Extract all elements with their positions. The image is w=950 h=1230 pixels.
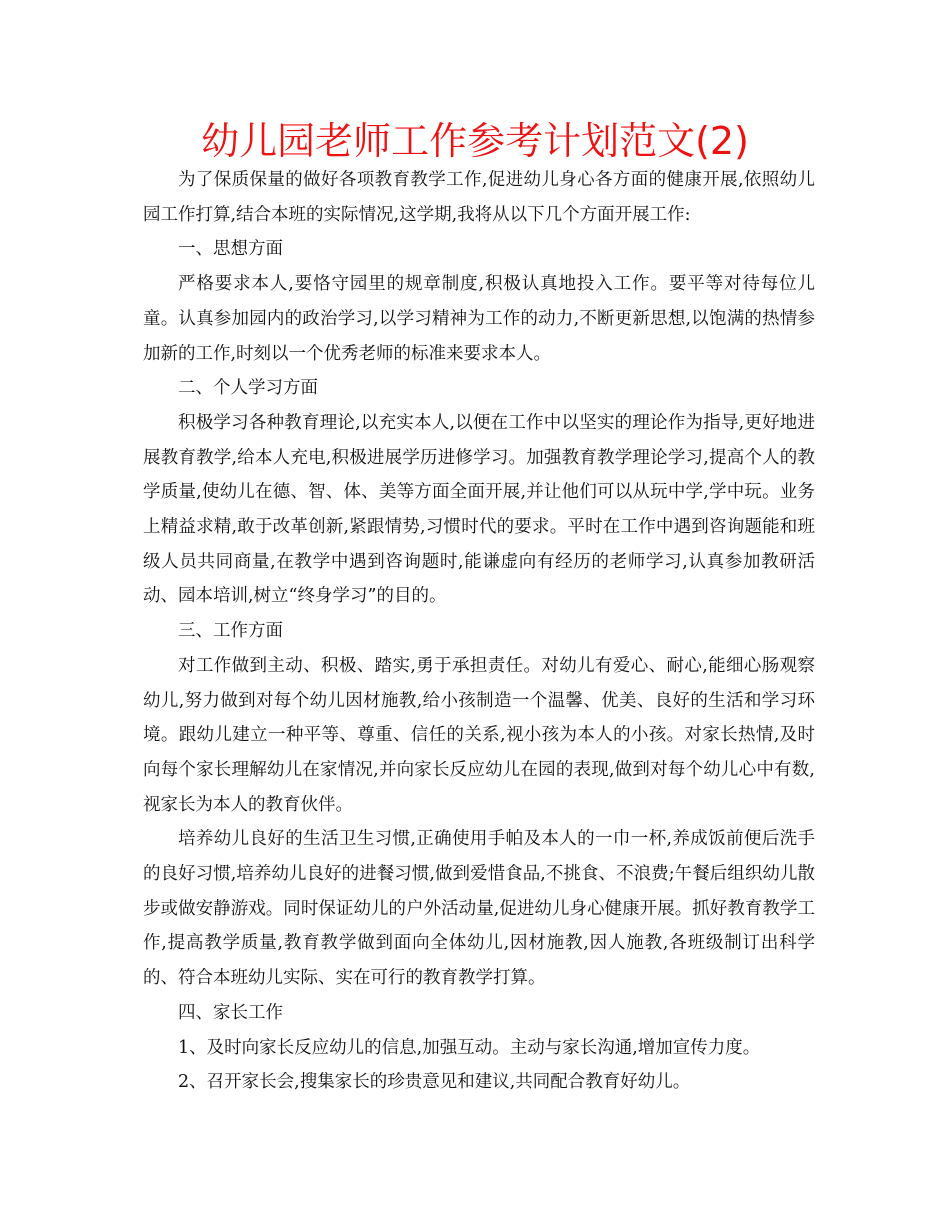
document-body xyxy=(143,163,815,1100)
study-paragraph: 积极学习各种教育理论,以充实本人,以便在工作中以坚实的理论作为指导,更好地进展教育教学,给本人充电,积极进展学历进修学习。加强教育教学理论学习,提高个人的教学质量,使幼儿在德、智、体、美等方面全面开展,并让他们可以从玩中学,学中玩。业务上精益求精,敢于改革创新,紧跟情势,习惯时代的要求。平时在工作中遇到咨询题能和班级人员共同商量,在教学中遇到咨询题时,能谦虚向有经历的老师学习,认真参加教研活动、园本培训,树立“终身学习”的目的。 xyxy=(143,412,815,607)
thought-paragraph: 严格要求本人,要恪守园里的规章制度,积极认真地投入工作。要平等对待每位儿童。认真参加园内的政治学习,以学习精神为工作的动力,不断更新思想,以饱满的热情参加新的工作,时刻以一个优秀老师的标准来要求本人。 xyxy=(143,274,815,364)
work-paragraph: 对工作做到主动、积极、踏实,勇于承担责任。对幼儿有爱心、耐心,能细心肠观察幼儿,努力做到对每个幼儿因材施教,给小孩制造一个温馨、优美、良好的生活和学习环境。跟幼儿建立一种平等、尊重、信任的关系,视小孩为本人的小孩。对家长热情,及时向每个家长理解幼儿在家情况,并向家长反应幼儿在园的表现,做到对每个幼儿心中有数,视家长为本人的教育伙伴。 xyxy=(143,655,815,815)
document-title: 幼儿园老师工作参考计划范文(2) xyxy=(201,119,749,163)
section-heading-work: 三、工作方面 xyxy=(178,621,283,642)
habits-paragraph: 培养幼儿良好的生活卫生习惯,正确使用手帕及本人的一巾一杯,养成饭前便后洗手的良好习惯,培养幼儿良好的进餐习惯,做到爱惜食品,不挑食、不浪费;午餐后组织幼儿散步或做安静游戏。同时保证幼儿的户外活动量,促进幼儿身心健康开展。抓好教育教学工作,提高教学质量,教育教学做到面向全体幼儿,因材施教,因人施教,各班级制订出科学的、符合本班幼儿实际、实在可行的教育教学打算。 xyxy=(143,829,815,989)
section-heading-study: 二、个人学习方面 xyxy=(178,378,318,399)
parents-item-2: 2、召开家长会,搜集家长的珍贵意见和建议,共同配合教育好幼儿。 xyxy=(178,1072,691,1093)
section-heading-parents: 四、家长工作 xyxy=(178,1002,283,1023)
intro-paragraph: 为了保质保量的做好各项教育教学工作,促进幼儿身心各方面的健康开展,依照幼儿园工作打算,结合本班的实际情况,这学期,我将从以下几个方面开展工作: xyxy=(143,170,815,225)
parents-item-1: 1、及时向家长反应幼儿的信息,加强互动。主动与家长沟通,增加宣传力度。 xyxy=(178,1037,761,1058)
section-heading-thought: 一、思想方面 xyxy=(178,239,283,260)
